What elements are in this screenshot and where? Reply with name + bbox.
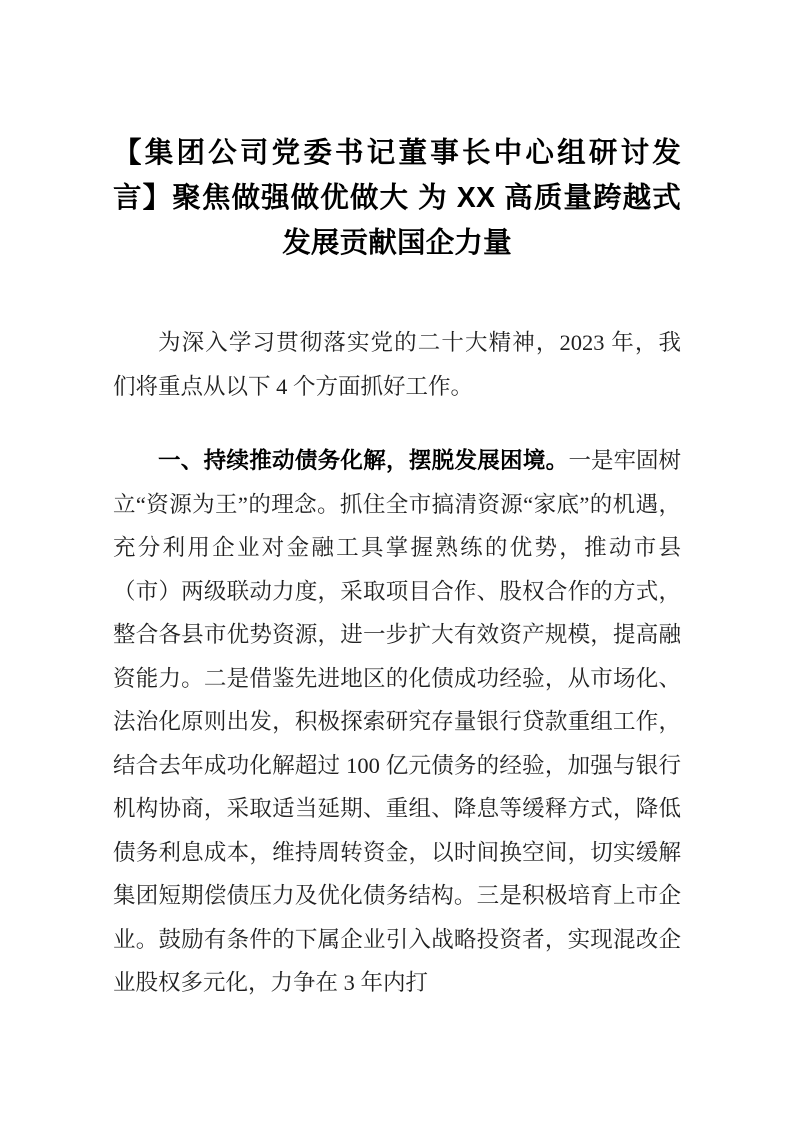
title-line-2: 言】聚焦做强做优做大 为 XX 高质量跨越式: [113, 182, 681, 214]
paragraph-intro: [113, 321, 681, 408]
section-one-text: 一是牢固树立“资源为王”的理念。抓住全市搞清资源“家底”的机遇，充分利用企业对金融工具掌握熟练的优势，推动市县（市）两级联动力度，采取项目合作、股权合作的方式，整合各县市优势资源，进一步扩大有效资产规模，提高融资能力。二是借鉴先进地区的化债成功经验，从市场化、法治化原则出发，积极探索研究存量银行贷款重组工作，结合去年成功化解超过 100 亿元债务的经验，加强与银行机构协商，采取适当延期、重组、降息等缓释方式，降低债务利息成本，维持周转资金，以时间换空间，切实缓解集团短期偿债压力及优化债务结构。三是积极培育上市企业。鼓励有条件的下属企业引入战略投资者，实现混改企业股权多元化，力争在 3 年内打: [113, 448, 681, 995]
section-heading-one: 一、持续推动债务化解，摆脱发展困境。: [158, 448, 569, 473]
title-line-3: 发展贡献国企力量: [282, 227, 512, 259]
paragraph-section-one: [113, 439, 681, 1005]
paragraph-intro-text: 为深入学习贯彻落实党的二十大精神，2023 年，我们将重点从以下 4 个方面抓好工作。: [113, 330, 681, 399]
page-content-column: [113, 0, 681, 1005]
title-line-1: 【集团公司党委书记董事长中心组研讨发: [113, 137, 681, 169]
document-body: [113, 321, 681, 1005]
page-title: [113, 0, 681, 266]
